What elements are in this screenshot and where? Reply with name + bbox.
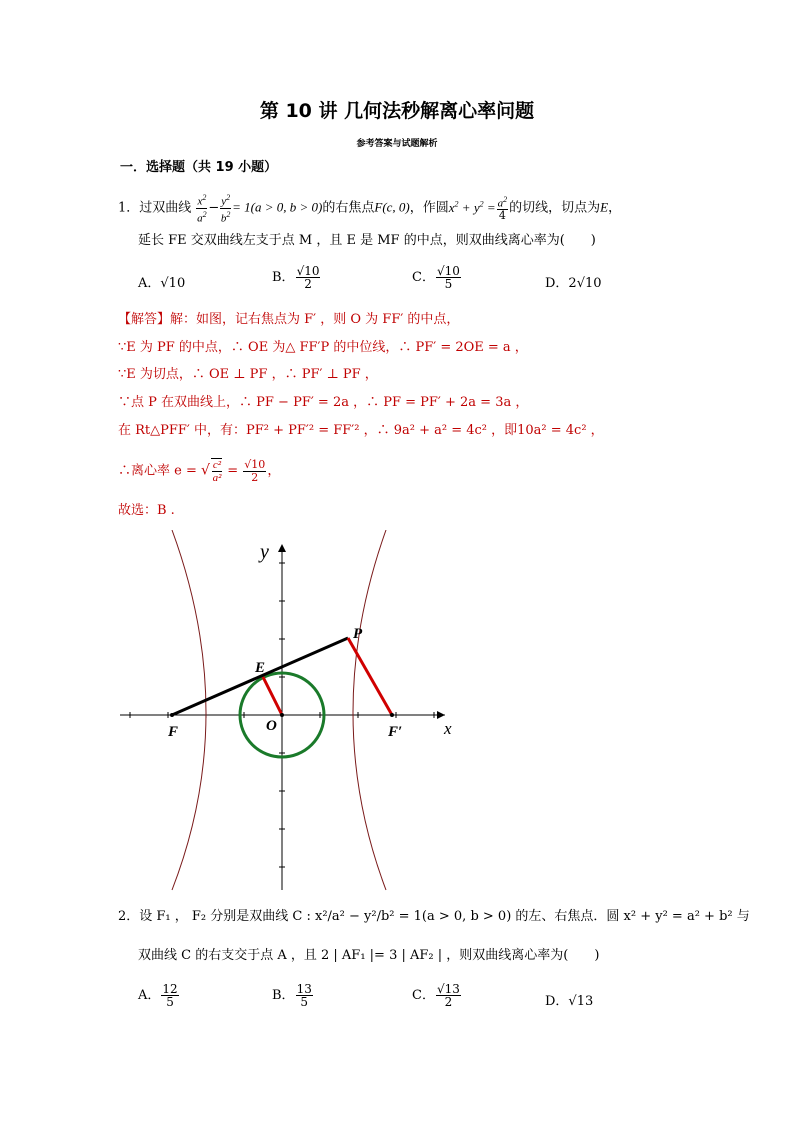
hyperbola-right-branch — [353, 530, 386, 890]
q1-text-5: ， — [608, 200, 622, 216]
y-axis-arrow — [278, 544, 286, 552]
q2-line2: 双曲线 C 的右支交于点 A ，且 2 | AF₁ |= 3 | AF₂ | ，则双曲线离心率为( ) — [138, 948, 600, 963]
q1-frac-a: $\frac{a^2}{4}$ — [497, 194, 508, 223]
q1-option-b[interactable]: B． $\frac{√10}{2}$ — [272, 264, 320, 291]
solution-line-3: ∵E 为切点，∴ OE ⊥ PF ，∴ PF′ ⊥ PF ， — [118, 367, 378, 382]
hyperbola-figure — [110, 530, 460, 895]
x-axis-arrow — [437, 711, 445, 719]
solution-line-1: 【解答】解：如图，记右焦点为 F′ ，则 O 为 FF′ 的中点， — [118, 312, 460, 327]
q1-frac-y: $\frac{y^2}{b^2}$ — [220, 193, 231, 225]
segment-oe — [263, 677, 282, 715]
answer-tag: 【解答】 — [118, 312, 171, 327]
label-f: F — [168, 724, 179, 740]
label-f-prime: F′ — [388, 724, 403, 740]
q1-option-a[interactable]: A．√10 — [138, 276, 186, 291]
label-p: P — [353, 626, 363, 642]
label-x: x — [444, 719, 452, 738]
q2-number: 2． — [118, 909, 140, 924]
q1-text-4: 的切线，切点为 — [509, 200, 601, 216]
solution-line-4: ∵点 P 在双曲线上，∴ PF − PF′ = 2a ，∴ PF = PF′ + 2a = 3a ， — [118, 395, 529, 410]
page-title: 第 10 讲 几何法秒解离心率问题 — [259, 100, 535, 122]
q2-line1: 2．设 F₁ ， F₂ 分别是双曲线 C : x²/a² − y²/b² = 1(a > 0, b > 0) 的左、右焦点．圆 x² + y² = a² + b² 与 — [118, 909, 750, 924]
label-o: O — [266, 718, 277, 734]
q1-text-2: 的右焦点 — [322, 200, 375, 216]
solution-line-2: ∵E 为 PF 的中点，∴ OE 为△ FF′P 的中位线，∴ PF′ = 2OE = a ， — [118, 340, 528, 355]
point-f2 — [390, 713, 394, 717]
solution-line-7: 故选：B . — [118, 503, 175, 518]
q1-option-d[interactable]: D．2√10 — [545, 276, 602, 291]
q1-line1: 1．过双曲线 $\frac{x^2}{a^2}$ − $\frac{y^2}{b^2}$ = 1(a > 0, b > 0)的右焦点F(c, 0)，作圆$x^2 + y^2$ = $\frac{a^2}{4}$ 的切线，切点为E， — [118, 193, 622, 225]
label-e: E — [255, 660, 266, 676]
point-o — [280, 713, 284, 717]
label-y: y — [260, 541, 269, 563]
hyperbola-left-branch — [172, 530, 206, 890]
solution-line-6: ∴离心率 e = √ $\frac{\text{c²}}{\text{a²}}$ = $\frac{√10}{2}$ ， — [118, 457, 281, 484]
page-subtitle: 参考答案与试题解析 — [356, 139, 438, 149]
q2-option-a[interactable]: A． $\frac{12}{5}$ — [138, 982, 178, 1009]
q1-text-3: ，作圆 — [409, 200, 449, 216]
q1-line2: 延长 FE 交双曲线左支于点 M ，且 E 是 MF 的中点，则双曲线离心率为( ) — [138, 233, 596, 248]
q1-text-1: 过双曲线 — [139, 200, 192, 216]
q2-option-c[interactable]: C． $\frac{√13}{2}$ — [412, 982, 460, 1009]
q2-option-b[interactable]: B． $\frac{13}{5}$ — [272, 982, 312, 1009]
point-f — [170, 713, 174, 717]
q1-frac-x: $\frac{x^2}{a^2}$ — [197, 193, 207, 225]
section-heading: 一．选择题（共 19 小题） — [120, 160, 278, 175]
solution-line-5: 在 Rt△PFF′ 中，有：PF² + PF′² = FF′² ，∴ 9a² + a² = 4c² ，即10a² = 4c² ， — [118, 423, 604, 438]
q1-option-c[interactable]: C． $\frac{√10}{5}$ — [412, 264, 460, 291]
q2-option-d[interactable]: D．√13 — [545, 994, 594, 1009]
q1-number: 1． — [118, 200, 140, 216]
